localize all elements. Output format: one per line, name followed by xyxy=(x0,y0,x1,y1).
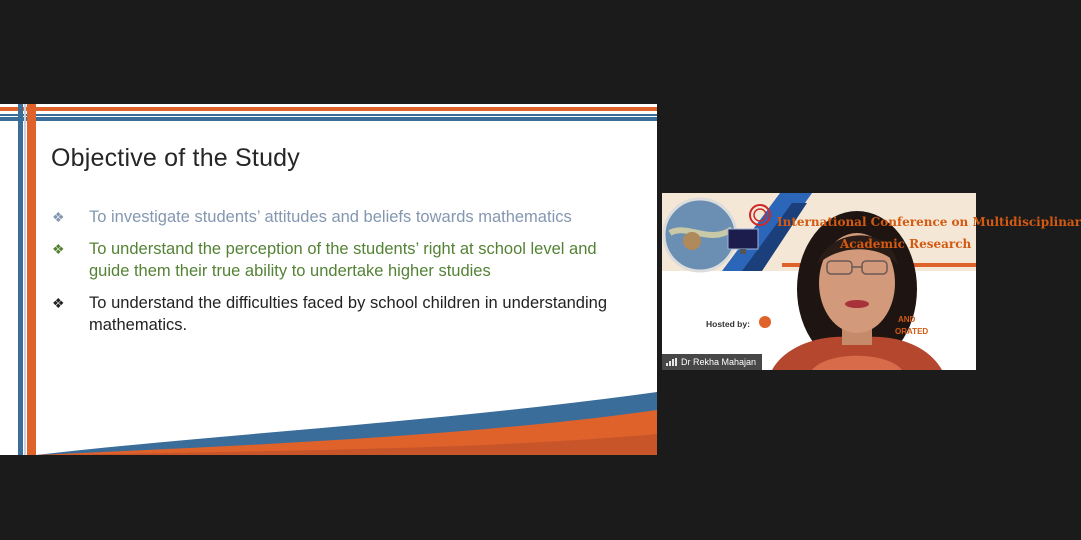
bullet-text: To investigate students’ attitudes and beliefs towards mathematics xyxy=(89,208,572,226)
participant-video-tile[interactable] xyxy=(662,193,1081,370)
bullet-text: To understand the perception of the students’ right at school level and guide them their true ability to undertake higher studies xyxy=(89,240,597,280)
four-diamond-bullet-icon: ❖ xyxy=(52,241,65,257)
four-diamond-bullet-icon: ❖ xyxy=(52,295,65,311)
bullet-text: To understand the difficulties faced by school children in understanding mathematics. xyxy=(89,294,607,334)
shared-slide[interactable] xyxy=(0,104,657,455)
bullet-item xyxy=(52,206,607,228)
sponsor-text-2: ORATED xyxy=(895,327,929,336)
bullet-item xyxy=(52,292,607,336)
four-diamond-bullet-icon: ❖ xyxy=(52,209,65,225)
hosted-by-label: Hosted by: xyxy=(706,319,750,329)
participant-nameplate xyxy=(662,354,762,370)
slide-title: Objective of the Study xyxy=(51,144,300,172)
sponsor-text-1: AND xyxy=(898,315,916,324)
participant-name: Dr Rekha Mahajan xyxy=(681,357,757,367)
bullet-item xyxy=(52,238,607,282)
banner-title-line2: Academic Research xyxy=(840,237,972,251)
signal-bars-icon xyxy=(666,358,677,366)
banner-title-line1: International Conference on Multidisciplinar xyxy=(777,215,1081,229)
